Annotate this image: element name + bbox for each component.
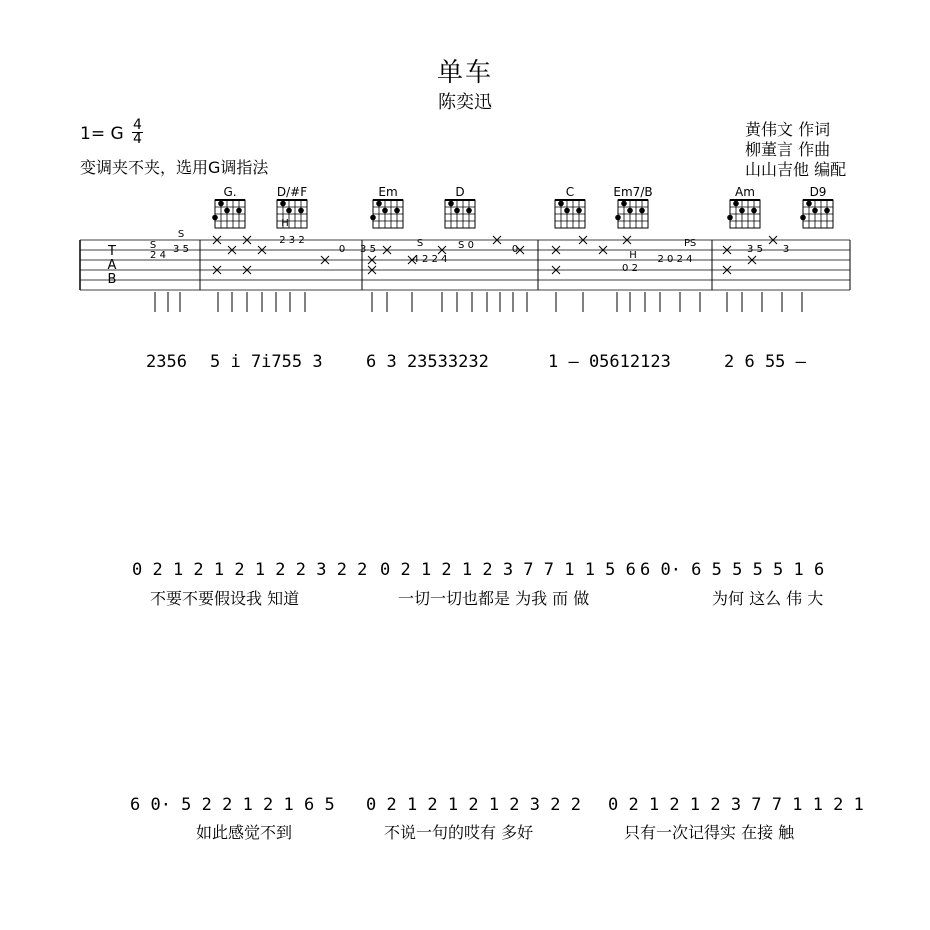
finger-dot (466, 208, 472, 214)
chord-name: G. (223, 185, 237, 199)
finger-dot (236, 208, 242, 214)
finger-dot (627, 208, 633, 214)
chord-name: D (455, 185, 465, 199)
finger-dot (280, 201, 286, 207)
chord-name: Em7/B (613, 185, 653, 199)
chord-diagram (370, 185, 403, 228)
time-sig-bottom: 4 (133, 131, 142, 147)
chord-name: Em (378, 185, 398, 199)
tab-clef-letter: A (107, 258, 117, 273)
jianpu-measure: 2 6 55 – (724, 352, 806, 372)
jianpu-measure: 0 2 1 2 1 2 3 7 7 1 1 5 6 (380, 560, 636, 580)
jianpu-measure: 0 2 1 2 1 2 1 2 2 3 2 2 (132, 560, 368, 580)
finger-dot (454, 208, 460, 214)
tab-mark: S (689, 238, 697, 249)
jianpu-measure: 2356 (146, 352, 187, 372)
finger-dot (448, 201, 454, 207)
tab-mark: S (416, 238, 424, 249)
artist-name: 陈奕迅 (438, 92, 492, 113)
finger-dot (564, 208, 570, 214)
tab-mark: 0 2 (622, 263, 638, 274)
finger-dot (224, 208, 230, 214)
tab-mark: 2 3 2 (279, 235, 305, 246)
song-title: 单车 (436, 58, 493, 88)
chord-name: D/#F (276, 185, 308, 199)
finger-dot (576, 208, 582, 214)
finger-dot (298, 208, 304, 214)
finger-dot (558, 201, 564, 207)
tab-mark: 4 2 2 4 (412, 254, 448, 265)
lyric-line: 只有一次记得实 在接 触 (624, 823, 795, 842)
chord-diagram (800, 185, 833, 228)
finger-dot (212, 215, 218, 221)
finger-dot (751, 208, 757, 214)
finger-dot (621, 201, 627, 207)
finger-dot (733, 201, 739, 207)
finger-dot (812, 208, 818, 214)
lyricist: 黄伟文 作词 (745, 120, 831, 139)
chord-diagram (445, 185, 475, 228)
tab-mark: 3 5 (173, 244, 189, 255)
chord-name: C (565, 185, 575, 199)
lyric-line: 如此感觉不到 (196, 823, 293, 842)
finger-dot (615, 215, 621, 221)
finger-dot (382, 208, 388, 214)
finger-dot (394, 208, 400, 214)
finger-dot (800, 215, 806, 221)
jianpu-measure: 5 i 7i755 3 (210, 352, 323, 372)
chord-diagram (727, 185, 760, 228)
lyric-line: 为何 这么 伟 大 (712, 589, 824, 608)
tab-mark: 3 5 (747, 244, 763, 255)
tab-mark: P (683, 238, 691, 249)
lyric-line: 不要不要假设我 知道 (150, 589, 300, 608)
tab-mark: S (149, 240, 157, 251)
jianpu-measure: 1 – 05612123 (548, 352, 671, 372)
arranger: 山山吉他 编配 (745, 160, 847, 179)
finger-dot (739, 208, 745, 214)
chord-diagram (212, 185, 245, 228)
chord-diagram (613, 185, 652, 228)
jianpu-measure: 6 3 23533232 (366, 352, 489, 372)
finger-dot (806, 201, 812, 207)
lyric-line: 不说一句的哎有 多好 (384, 823, 534, 842)
chord-diagram (555, 185, 585, 228)
tab-mark: 0 (511, 244, 519, 255)
jianpu-measure: 0 2 1 2 1 2 1 2 3 2 2 (366, 795, 581, 815)
tab-clef-letter: B (107, 272, 117, 287)
jianpu-measure: 6 0· 6 5 5 5 5 1 6 (640, 560, 825, 580)
chord-name: Am (735, 185, 755, 199)
jianpu-measure: 6 0· 5 2 2 1 2 1 6 5 (130, 795, 335, 815)
composer: 柳董言 作曲 (745, 140, 831, 159)
finger-dot (376, 201, 382, 207)
jianpu-measure: 0 2 1 2 1 2 3 7 7 1 1 2 1 (608, 795, 864, 815)
tab-mark: 2 0 2 4 (657, 254, 693, 265)
tab-mark: 2 4 (150, 250, 166, 261)
finger-dot (639, 208, 645, 214)
finger-dot (370, 215, 376, 221)
finger-dot (727, 215, 733, 221)
tab-mark: S (177, 229, 185, 240)
tab-mark: 0 (338, 244, 346, 255)
tab-mark: H (281, 218, 289, 229)
lyric-line: 一切一切也都是 为我 而 做 (398, 589, 590, 608)
tab-clef-letter: T (108, 244, 116, 259)
chord-name: D9 (809, 185, 827, 199)
key-signature: 1= G (80, 124, 124, 144)
tab-mark: 3 (782, 244, 790, 255)
capo-note: 变调夹不夹，选用G调指法 (80, 158, 269, 177)
finger-dot (824, 208, 830, 214)
finger-dot (286, 208, 292, 214)
tab-mark: S 0 (458, 240, 474, 251)
tab-mark: H (629, 250, 637, 261)
time-sig-top: 4 (133, 117, 142, 133)
finger-dot (218, 201, 224, 207)
tab-mark: 3 5 (360, 244, 376, 255)
